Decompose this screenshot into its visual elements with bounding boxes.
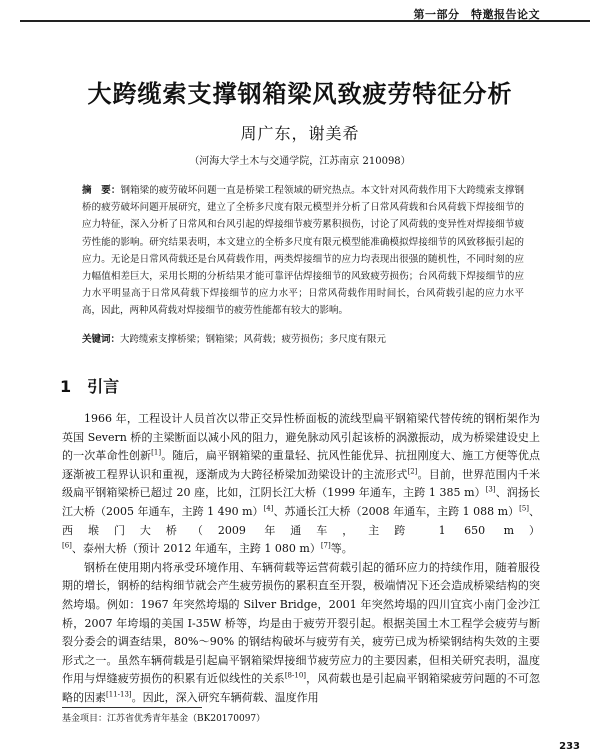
citation: [7] <box>320 541 331 550</box>
paragraph-text: 钢桥在使用期内将承受环境作用、车辆荷载等运营荷载引起的循环应力的持续作用，随着服役期的增长，钢桥的结构细节就会产生疲劳损伤的累积直至开裂，极端情况下还会造成桥梁结构的突然垮塌。例如：1967 年突然垮塌的 Silver Bridge，2001 年突然垮塌的四川宜宾小南门金沙江桥，2007 年垮塌的美国 I-35W 桥等，均是由于疲劳开裂引起。根据美国土木工程学会疲劳与断裂分委会的调查结果，80%～90% 的钢结构破坏与疲劳有关，疲劳已成为桥梁钢结构失效的主要形式之一。虽然车辆荷载是引起扁平钢箱梁焊接细节疲劳应力的主要因素，但相关研究表明，温度作用与焊缝疲劳损伤的积累有近似线性的关系 <box>62 560 540 686</box>
abstract-text: 钢箱梁的疲劳破坏问题一直是桥梁工程领域的研究热点。本文针对风荷载作用下大跨缆索支撑钢桥的疲劳破坏问题开展研究，建立了全桥多尺度有限元模型并分析了日常风荷载和台风荷载下焊接细节的应力特征，深入分析了日常风和台风引起的焊接细节疲劳累积损伤，讨论了风荷载的变异性对焊接细节疲劳性能的影响。研究结果表明，本文建立的全桥多尺度有限元模型能准确模拟焊接细节的风致移振引起的应力。无论是日常风荷载还是台风荷载作用，两类焊接细节的应力均表现出很强的随机性，不同时刻的应力幅值相差巨大，采用长期的分析结果才能可靠评估焊接细节的风致疲劳损伤；台风荷载下焊接细节的应力水平明显高于日常风荷载下焊接细节的应力水平；日常风荷载作用时间长，台风荷载引起的应力水平高，因此，两种风荷载对焊接细节的疲劳性能都有较大的影响。 <box>82 185 524 317</box>
section-number: 1 <box>60 377 72 396</box>
citation: [2] <box>407 467 418 476</box>
paragraph <box>62 410 540 559</box>
section-title: 引言 <box>87 377 120 396</box>
paper-authors: 周广东，谢美希 <box>240 124 360 143</box>
citation: [5] <box>519 504 530 513</box>
footnote-divider <box>62 707 202 708</box>
page-number: 233 <box>559 741 580 752</box>
paragraph-text: 。随后，扁平钢箱梁的重量轻、抗风性能优异、抗扭刚度大、施工方便等优点逐渐被工程界认识和重视，逐渐成为大跨径桥梁加劲梁设计的主流形式 <box>62 449 541 481</box>
paragraph-text: 。因此，深入研究车辆荷载、温度作用 <box>131 690 319 704</box>
citation: [4] <box>263 504 274 513</box>
abstract <box>82 182 524 320</box>
paragraph-text: 、西堠门大桥（2009 年通车，主跨 1 650 m） <box>62 504 541 537</box>
citation: [1] <box>151 448 162 457</box>
running-head-text: 第一部分 特邀报告论文 <box>413 8 540 21</box>
abstract-label: 摘 要： <box>82 185 121 196</box>
paragraph-text: ，风荷载也是引起扁平钢箱梁疲劳问题的不可忽略的因素 <box>62 672 540 704</box>
author-affiliation: （河海大学土木与交通学院，江苏南京 210098） <box>189 156 411 167</box>
keywords <box>82 331 524 348</box>
running-header <box>20 6 590 22</box>
citation: [8-10] <box>284 671 307 680</box>
section-body <box>62 410 540 708</box>
paper-title: 大跨缆索支撑钢箱梁风致疲劳特征分析 <box>87 80 513 108</box>
keywords-label: 关键词： <box>82 334 121 345</box>
footnote-funding: 基金项目：江苏省优秀青年基金（BK20170097） <box>62 714 266 724</box>
paragraph-text: 、泰州大桥（预计 2012 年通车，主跨 1 080 m） <box>71 542 321 556</box>
paragraph-text: 、苏通长江大桥（2008 年通车，主跨 1 088 m） <box>273 504 520 518</box>
paragraph <box>62 559 540 708</box>
paragraph-text: 1966 年，工程设计人员首次以带正交异性桥面板的流线型扁平钢箱梁代替传统的钢桁架作为英国 Severn 桥的主梁断面以减小风的阻力，避免脉动风引起该桥的涡激振动，成为桥梁建设史上的一次革命性创新 <box>62 412 540 463</box>
citation: [6] <box>62 541 72 550</box>
citation: [3] <box>485 485 496 494</box>
paragraph-text: 、润扬长江大桥（2005 年通车，主跨 1 490 m） <box>62 486 540 518</box>
keywords-text: 大跨缆索支撑桥梁；钢箱梁；风荷载；疲劳损伤；多尺度有限元 <box>120 334 387 345</box>
section-heading <box>60 374 119 397</box>
citation: [11-13] <box>106 690 132 699</box>
paragraph-text: 等。 <box>330 542 353 556</box>
paragraph-text: 。目前，世界范围内千米级扁平钢箱梁桥已超过 20 座，比如，江阴长江大桥（1999 年通车，主跨 1 385 m） <box>62 467 540 500</box>
